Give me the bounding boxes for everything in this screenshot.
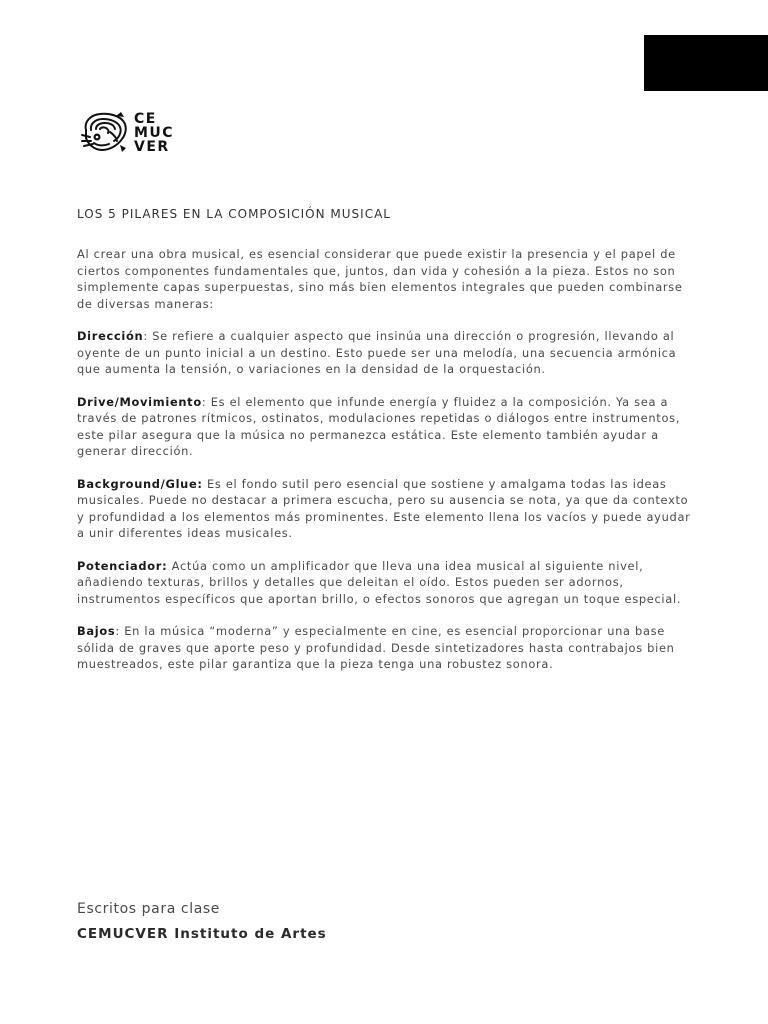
- pillar-paragraph: [77, 476, 691, 542]
- pillar-paragraph: [77, 558, 691, 608]
- logo-line-3: VER: [134, 139, 170, 155]
- mask-icon: [80, 110, 130, 156]
- pillar-paragraph: [77, 623, 691, 673]
- footer: [77, 898, 327, 944]
- logo-line-2: MUC: [134, 125, 175, 141]
- corner-block: [644, 35, 768, 91]
- footer-note: Escritos para clase: [77, 901, 221, 917]
- document-body: [77, 205, 691, 689]
- logo: [80, 108, 174, 158]
- pillar-term: Drive/Movimiento: [77, 394, 202, 409]
- pillar-text: : En la música “moderna” y especialmente en cine, es esencial proporcionar una base sólida de graves que aporte peso y profundidad. Desde sintetizadores hasta contrabajos bien muestreados, este pilar garantiza que la pieza tenga una robustez sonora.: [77, 624, 675, 671]
- pillar-term: Potenciador:: [77, 558, 168, 573]
- pillar-text: Es el fondo sutil pero esencial que sostiene y amalgama todas las ideas musicales. Puede no destacar a primera escucha, pero su ausencia se nota, ya que da contexto y profundidad a los elementos más prominentes. Este elemento llena los vacíos y puede ayudar a unir diferentes ideas musicales.: [77, 476, 691, 540]
- document-title: LOS 5 PILARES EN LA COMPOSICIÓN MUSICAL: [77, 207, 391, 221]
- pillar-term: Bajos: [77, 624, 116, 638]
- pillar-text: Actúa como un amplificador que lleva una idea musical al siguiente nivel, añadiendo texturas, brillos y detalles que deleitan el oído. Estos pueden ser adornos, instrumentos específicos que aportan brillo, o efectos sonoros que agregan un toque especial.: [77, 558, 682, 606]
- pillar-paragraph: [77, 328, 691, 378]
- pillar-paragraph: [77, 394, 691, 460]
- logo-wordmark: [134, 112, 174, 154]
- footer-organization: CEMUCVER Instituto de Artes: [77, 926, 327, 942]
- pillar-text: : Es el elemento que infunde energía y fluidez a la composición. Ya sea a través de patrones rítmicos, ostinatos, modulaciones repetidas o diálogos entre instrumentos, este pilar asegura que la música no permanezca estática. Este elemento también ayudar a generar dirección.: [77, 394, 681, 458]
- pillar-text: : Se refiere a cualquier aspecto que insinúa una dirección o progresión, llevando al oyente de un punto inicial a un destino. Esto puede ser una melodía, una secuencia armónica que aumenta la tensión, o variaciones en la densidad de la orquestación.: [77, 329, 677, 376]
- intro-paragraph: Al crear una obra musical, es esencial considerar que puede existir la presencia y el papel de ciertos componentes fundamentales que, juntos, dan vida y cohesión a la pieza. Estos no son simplemente capas superpuestas, sino más bien elementos integrales que pueden combinarse de diversas maneras:: [77, 247, 683, 311]
- pillar-term: Background/Glue:: [77, 476, 203, 491]
- pillar-term: Dirección: [77, 329, 144, 343]
- logo-line-1: CE: [134, 111, 157, 127]
